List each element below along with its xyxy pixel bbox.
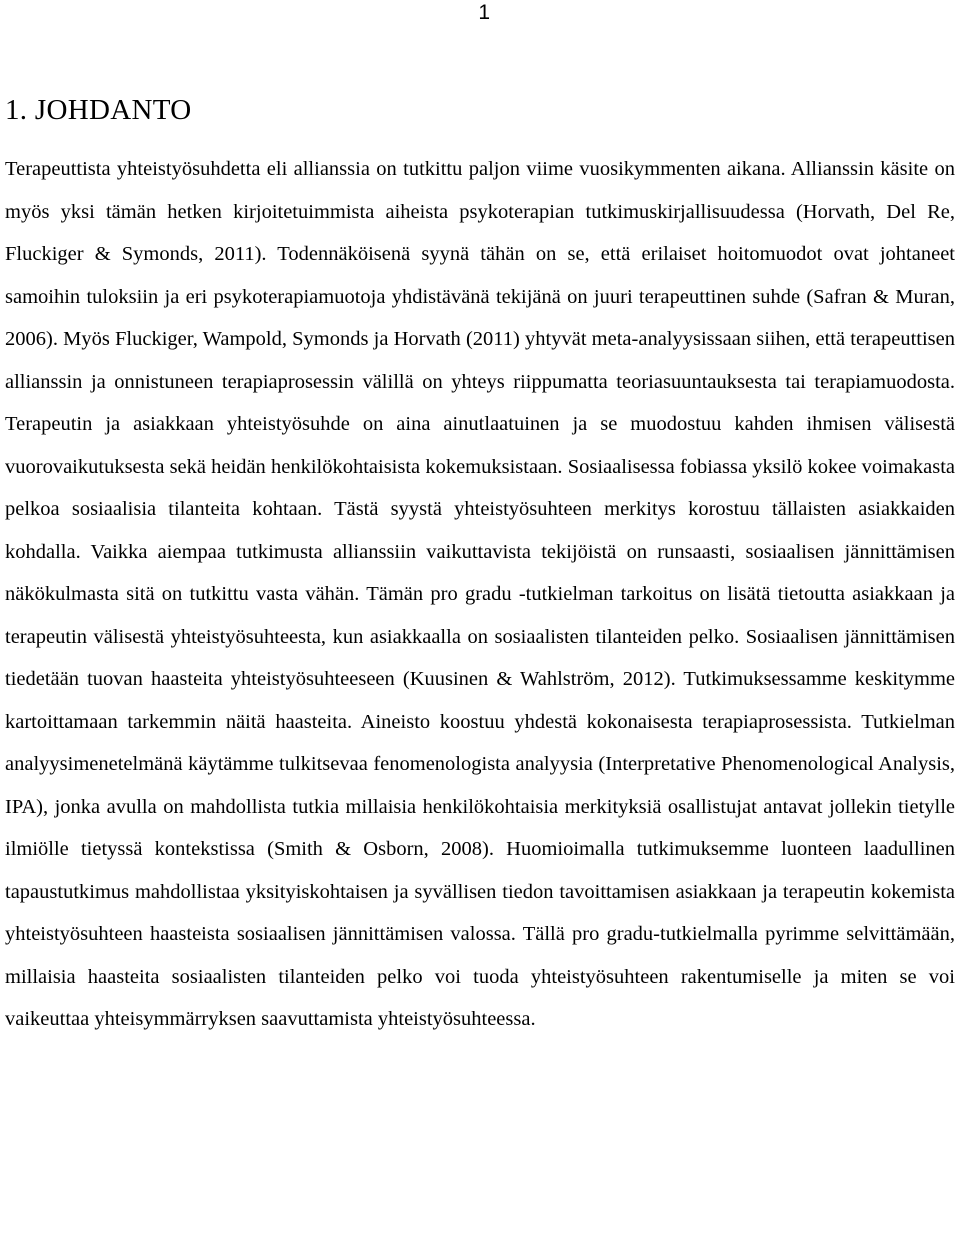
page-number: 1 xyxy=(478,1,490,24)
body-paragraph: Terapeuttista yhteistyösuhdetta eli allianssia on tutkittu paljon viime vuosikymmenten aikana. Allianssin käsite on myös yksi tämän hetken kirjoitetuimmista aiheista psykoterapian tutkimuskirjallisuudessa (Horvath, Del Re, Fluckiger & Symonds, 2011). Todennäköisenä syynä tähän on se, että erilaiset hoitomuodot ovat johtaneet samoihin tuloksiin ja eri psykoterapiamuotoja yhdistävänä tekijänä on juuri terapeuttinen suhde (Safran & Muran, 2006). Myös Fluckiger, Wampold, Symonds ja Horvath (2011) yhtyvät meta-analyysissaan siihen, että terapeuttisen allianssin ja onnistuneen terapiaprosessin välillä on yhteys riippumatta teoriasuuntauksesta tai terapiamuodosta. Terapeutin ja asiakkaan yhteistyösuhde on aina ainutlaatuinen ja se muodostuu kahden ihmisen välisestä vuorovaikutuksesta sekä heidän henkilökohtaisista kokemuksistaan. Sosiaalisessa fobiassa yksilö kokee voimakasta pelkoa sosiaalisia tilanteita kohtaan. Tästä syystä yhteistyösuhteen merkitys korostuu tällaisten asiakkaiden kohdalla. Vaikka aiempaa tutkimusta allianssiin vaikuttavista tekijöistä on runsaasti, sosiaalisen jännittämisen näkökulmasta sitä on tutkittu vasta vähän. Tämän pro gradu -tutkielman tarkoitus on lisätä tietoutta asiakkaan ja terapeutin välisestä yhteistyösuhteesta, kun asiakkaalla on sosiaalisten tilanteiden pelko. Sosiaalisen jännittämisen tiedetään tuovan haasteita yhteistyösuhteeseen (Kuusinen & Wahlström, 2012). Tutkimuksessamme keskitymme kartoittamaan tarkemmin näitä haasteita. Aineisto koostuu yhdestä kokonaisesta terapiaprosessista. Tutkielman analyysimenetelmänä käytämme tulkitsevaa fenomenologista analyysia (Interpretative Phenomenological Analysis, IPA), jonka avulla on mahdollista tutkia millaisia henkilökohtaisia merkityksiä osallistujat antavat jollekin tietylle ilmiölle tietyssä kontekstissa (Smith & Osborn, 2008). Huomioimalla tutkimuksemme luonteen laadullinen tapaustutkimus mahdollistaa yksityiskohtaisen ja syvällisen tiedon tavoittamisen asiakkaan ja terapeutin kokemista yhteistyösuhteen haasteista sosiaalisen jännittämisen valossa. Tällä pro gradu-tutkielmalla pyrimme selvittämään, millaisia haasteita sosiaalisten tilanteiden pelko voi tuoda yhteistyösuhteen rakentumiselle ja miten se voi vaikeuttaa yhteisymmärryksen saavuttamista yhteistyösuhteessa. xyxy=(5,158,955,1030)
chapter-heading: 1. JOHDANTO xyxy=(5,94,192,126)
